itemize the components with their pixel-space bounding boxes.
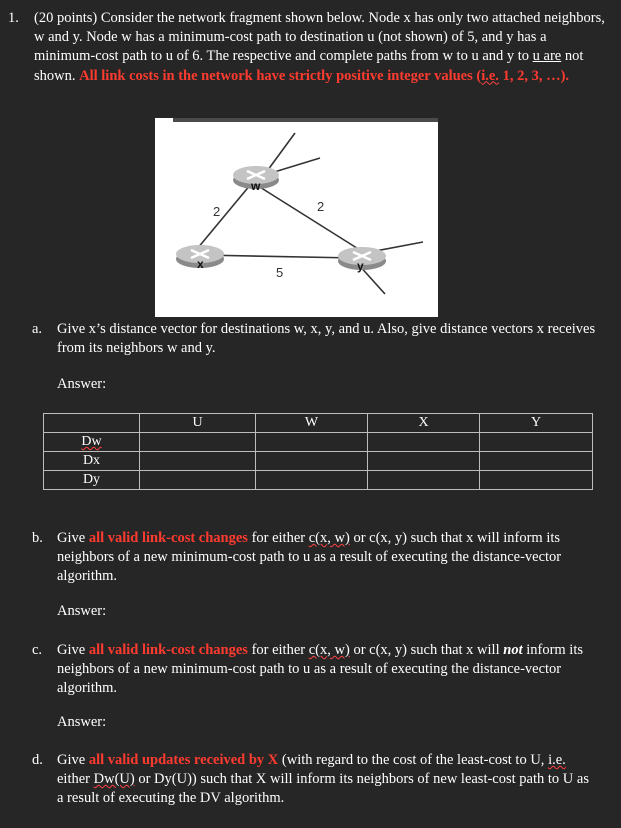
table-row [44,433,593,452]
question-1 [8,9,608,86]
table-cell[interactable] [480,433,593,452]
table-cell[interactable] [480,452,593,471]
router-w-icon [233,166,279,193]
stub-link [271,158,320,173]
part-b-text: Give all valid link-cost changes for either c(x, w) or c(x, y) such that x will inform its neighbors of a new minimum-cost path to u as a result of executing the distance-vector algorithm. [57,530,562,584]
table-header-cell: Y [480,414,593,433]
table-cell[interactable] [368,433,480,452]
part-b-answer-label: Answer: [57,603,107,619]
table-row [44,471,593,490]
part-c-text: Give all valid link-cost changes for either c(x, w) or c(x, y) such that x will not inform its neighbors of a new minimum-cost path to u as a result of executing the distance-vector algorithm. [57,642,584,696]
cost-label-xy: 5 [276,265,284,280]
distance-vector-table [43,413,593,490]
part-c [32,641,592,698]
table-cell[interactable] [368,452,480,471]
part-d [32,751,592,808]
table-cell[interactable] [256,433,368,452]
table-cell[interactable] [256,471,368,490]
row-label-dy: Dy [44,471,140,490]
node-label-y: y [357,259,364,273]
question-number: 1. [8,10,19,26]
table-cell[interactable] [140,452,256,471]
part-c-label: c. [32,642,43,658]
part-b [32,529,592,586]
link-w-y [255,184,360,250]
part-b-label: b. [32,530,43,546]
part-a-label: a. [32,321,43,337]
network-diagram [155,118,438,317]
table-header-row [44,414,593,433]
network-figure [155,118,438,317]
part-d-text: Give all valid updates received by X (with regard to the cost of the least-cost to U, i.e. either Dw(U) or Dy(U)) such that X will inform its neighbors of new least-cost path to U as a result of executing the DV algorithm. [57,752,589,806]
row-label-dw: Dw [44,433,140,452]
row-label-dx: Dx [44,452,140,471]
table-cell[interactable] [140,471,256,490]
link-w-x [197,184,251,249]
table-row [44,452,593,471]
node-label-w: w [251,179,261,193]
table-header-cell [44,414,140,433]
node-label-x: x [197,257,204,271]
router-y-icon [338,247,386,273]
part-a-text: Give x’s distance vector for destinations w, x, y, and u. Also, give distance vectors x receives from its neighbors w and y. [57,321,596,356]
cost-label-wx: 2 [213,204,221,219]
table-cell[interactable] [140,433,256,452]
part-d-label: d. [32,752,43,768]
table-cell[interactable] [480,471,593,490]
cost-label-wy: 2 [317,199,325,214]
router-x-icon [176,245,224,271]
link-x-y [201,255,355,258]
cropped-caption-strip [173,118,438,122]
part-a-answer-label: Answer: [57,376,107,392]
question-text: (20 points) Consider the network fragment shown below. Node x has only two attached neighbors, w and y. Node w has a minimum-cost path to destination u (not shown) of 5, and y has a minimum-cost path to u of 6. The respective and complete paths from w to u and y to u are not shown. All link costs in the network have strictly positive integer values (i.e. 1, 2, 3, …). [34,10,605,84]
table-header-cell: W [256,414,368,433]
part-a [32,320,596,358]
table-header-cell: U [140,414,256,433]
table-cell[interactable] [368,471,480,490]
table-cell[interactable] [256,452,368,471]
part-c-answer-label: Answer: [57,714,107,730]
table-header-cell: X [368,414,480,433]
